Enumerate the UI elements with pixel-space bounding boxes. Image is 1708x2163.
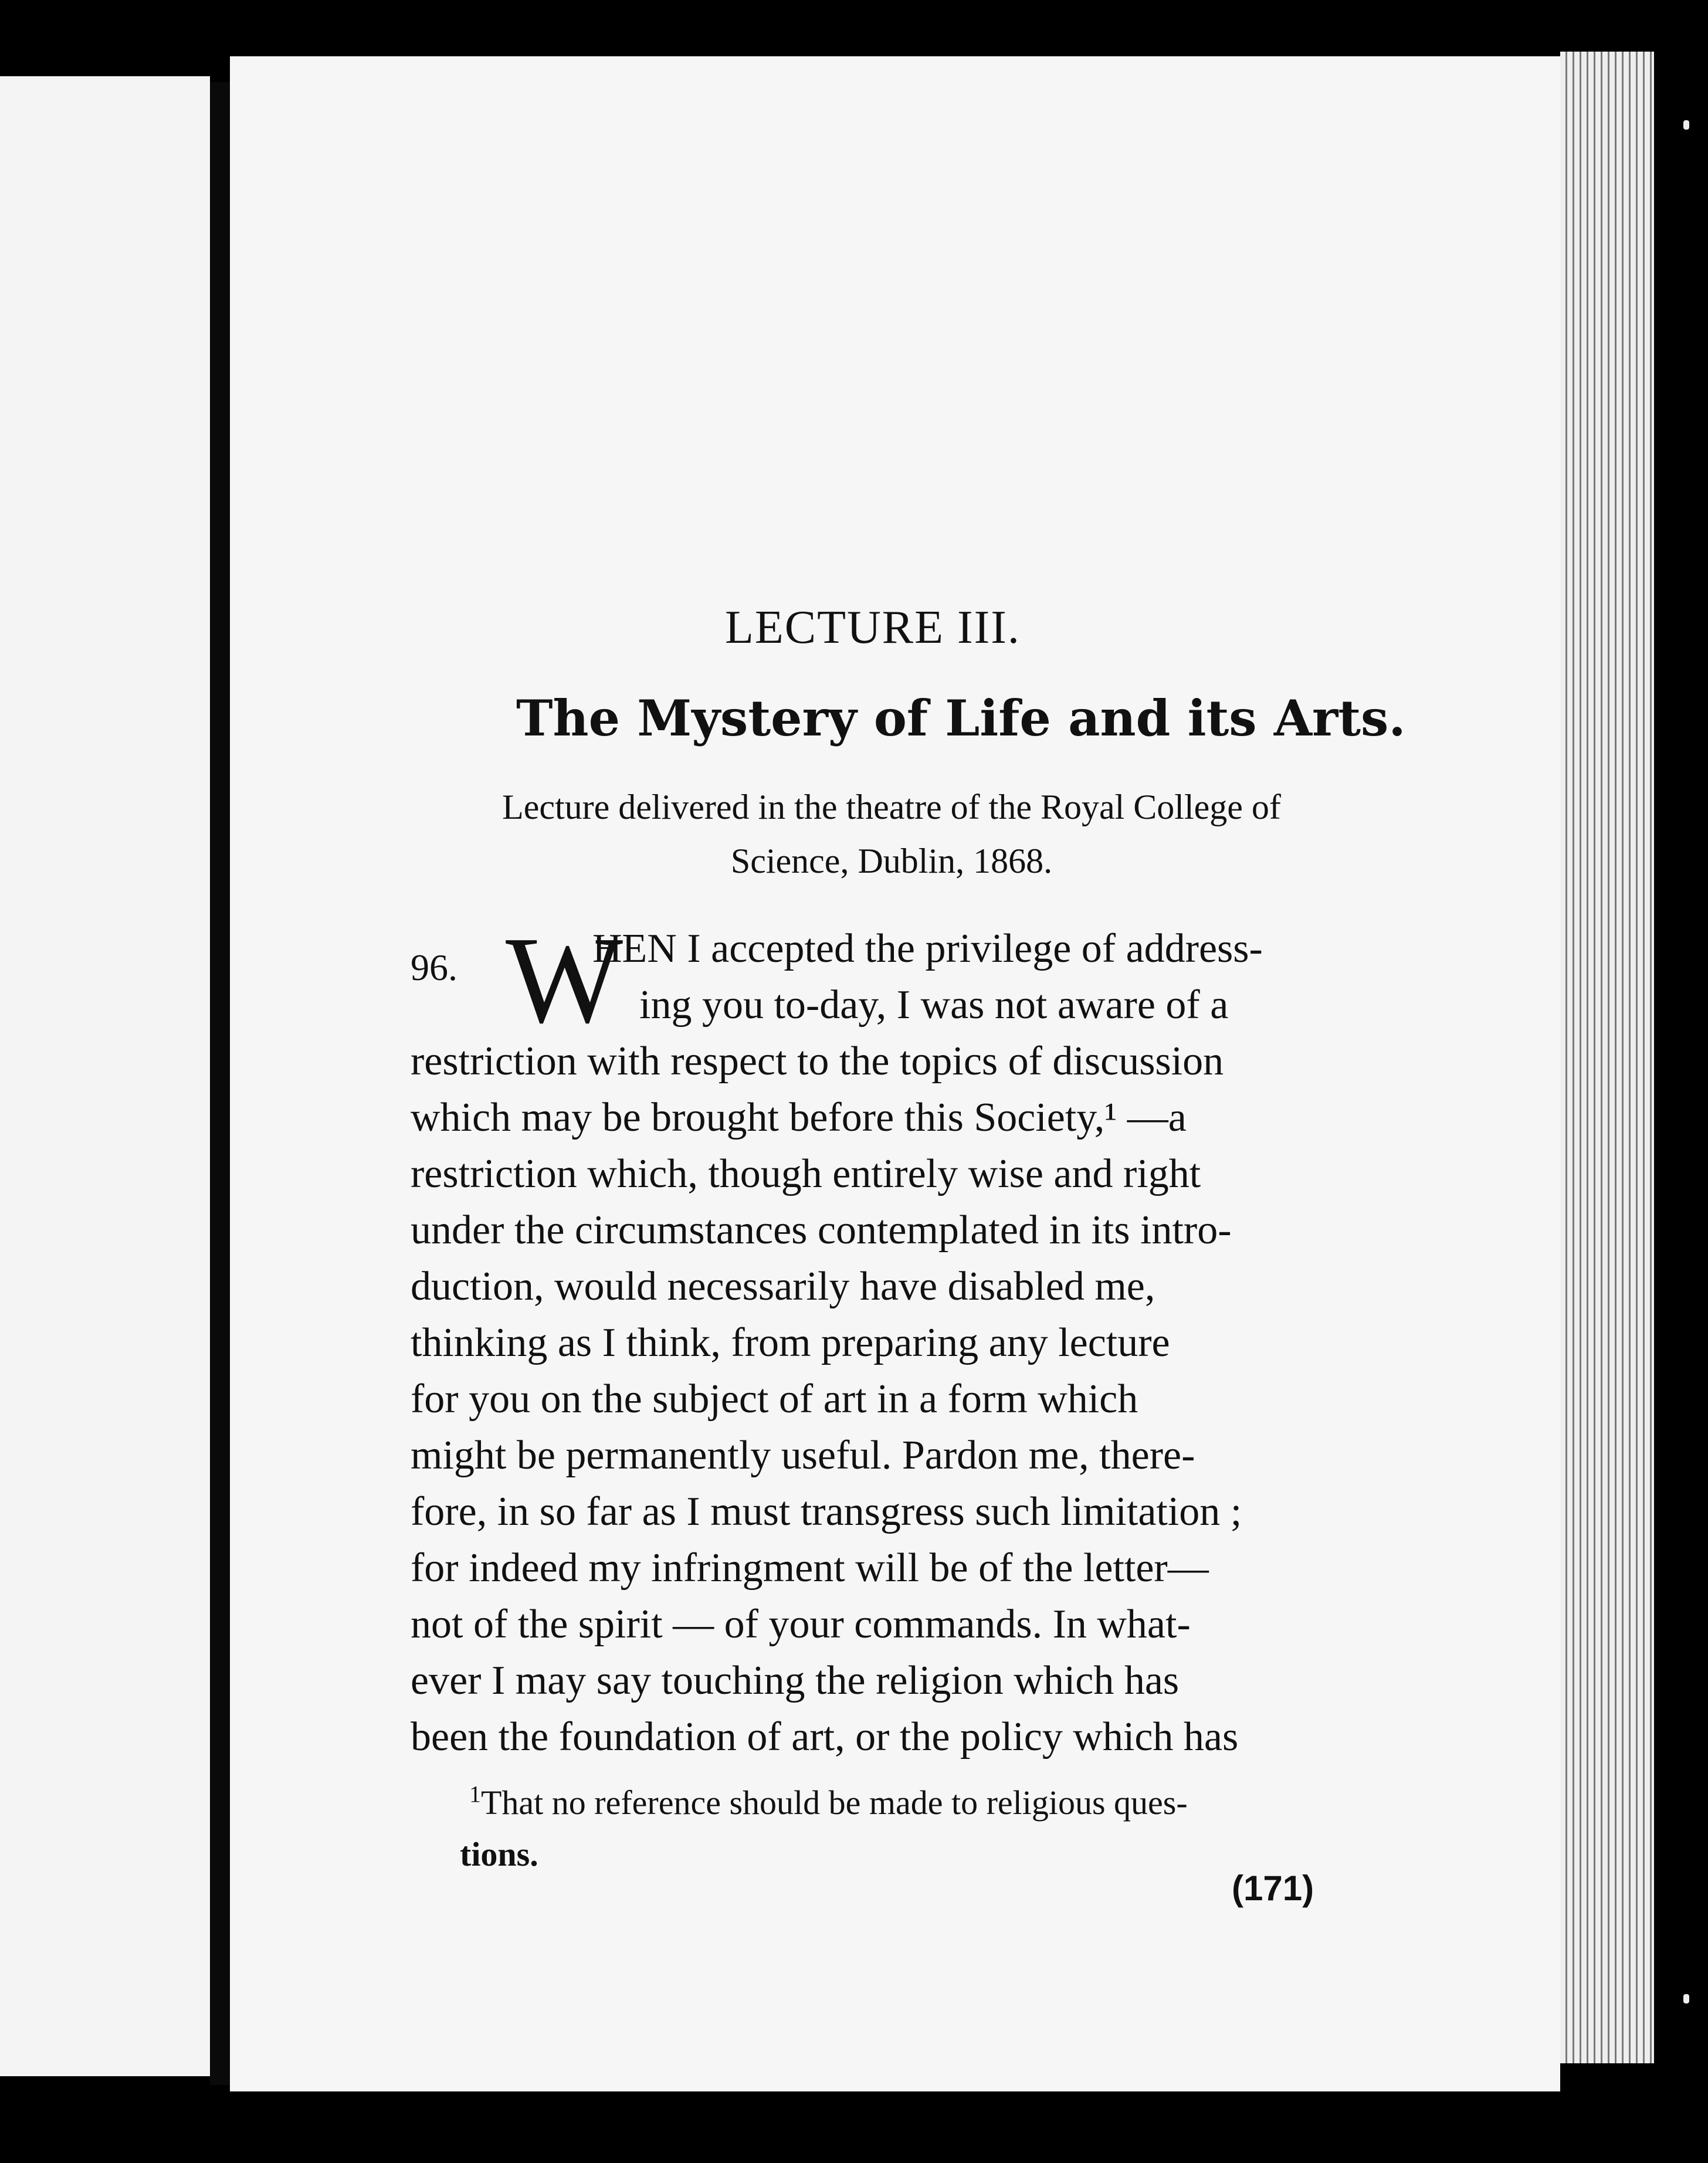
footnote-line: tions. [460, 1835, 538, 1873]
dust-speck [1683, 120, 1689, 130]
page-edges [1560, 52, 1654, 2063]
subtitle-line: Lecture delivered in the theatre of the Royal College of [502, 788, 1281, 826]
body-line: HEN I accepted the privilege of address- [592, 926, 1263, 971]
body-line: ever I may say touching the religion which has [411, 1658, 1180, 1703]
body-text [411, 921, 1384, 1765]
body-line: for indeed my infringment will be of the letter— [411, 1545, 1209, 1591]
footnote-text: That no reference should be made to religious ques- [481, 1784, 1188, 1822]
body-line: which may be brought before this Society,¹ —a [411, 1095, 1187, 1140]
body-line: been the foundation of art, or the policy which has [411, 1714, 1239, 1759]
left-page [0, 76, 210, 2076]
dust-speck [1683, 1994, 1689, 2003]
lecture-title: The Mystery of Life and its Arts. [516, 689, 1406, 747]
body-line: restriction which, though entirely wise and right [411, 1151, 1201, 1196]
section-number: 96. [411, 947, 458, 988]
footnote-marker: 1 [469, 1781, 481, 1808]
footnote-line [469, 1777, 1396, 1829]
body-line: thinking as I think, from preparing any lecture [411, 1320, 1170, 1365]
body-line: duction, would necessarily have disabled me, [411, 1264, 1155, 1309]
body-line: restriction with respect to the topics of discussion [411, 1039, 1224, 1084]
book-spine [210, 82, 230, 2085]
drop-cap: W [506, 911, 623, 1049]
page-number: (171) [1232, 1869, 1314, 1908]
body-line: for you on the subject of art in a form which [411, 1377, 1138, 1422]
body-line: fore, in so far as I must transgress such limitation ; [411, 1489, 1242, 1534]
body-line: under the circumstances contemplated in its intro- [411, 1208, 1232, 1253]
subtitle-line: Science, Dublin, 1868. [730, 842, 1053, 880]
lecture-number: LECTURE III. [725, 602, 1021, 653]
lecture-subtitle [405, 780, 1378, 888]
body-line: not of the spirit — of your commands. In what- [411, 1602, 1191, 1647]
body-line: might be permanently useful. Pardon me, there- [411, 1433, 1195, 1478]
body-line: ing you to-day, I was not aware of a [639, 982, 1229, 1028]
